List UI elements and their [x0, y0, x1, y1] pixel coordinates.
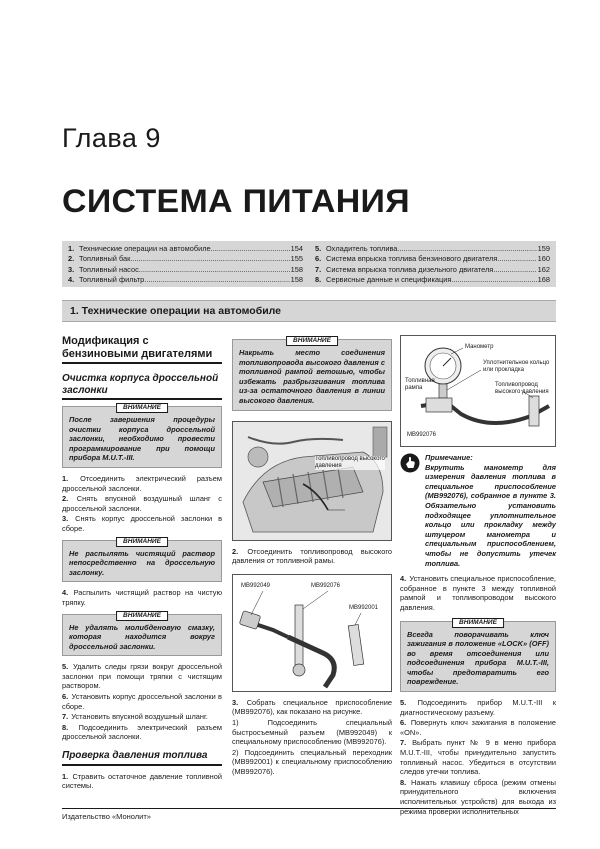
- column-2: [232, 335, 392, 778]
- chapter-title: СИСТЕМА ПИТАНИЯ: [62, 183, 410, 219]
- step: 6. Повернуть ключ зажигания в положение «ON».: [400, 718, 557, 737]
- column-3: [400, 335, 556, 817]
- step: 3. Снять корпус дроссельной заслонки в сборе.: [62, 514, 222, 533]
- publisher-footer: Издательство «Монолит»: [62, 808, 556, 821]
- sub-step: 2) Подсоединить специальный переходник (MB992001) к специальному приспособлению (MB992076).: [232, 747, 392, 776]
- warning-text: Всегда поворачивать ключ зажигания в положение «LOCK» (OFF) во время отсоединения или подсоединения прибора M.U.T.-III, чтобы предотвратить его повреждение.: [407, 629, 549, 687]
- toc-item[interactable]: 4. Топливный фильтр ..... 158: [68, 275, 303, 285]
- figure-label: Топливопровод высокого давления: [315, 455, 385, 469]
- toc-item[interactable]: 7. Система впрыска топлива дизельного двигателя ..... 162: [315, 265, 550, 275]
- warning-text: Накрыть место соединения топливопровода высокого давления с топливной рампой ветошью, чтобы избежать разбрызгивания топлива из-за остаточного давления в линии высокого давления.: [239, 348, 385, 405]
- column-1: [62, 335, 222, 792]
- toc-left-column: [68, 244, 309, 284]
- figure-label: MB992076: [407, 432, 437, 438]
- step: 2. Снять впускной воздушный шланг с дроссельной заслонки.: [62, 494, 222, 513]
- warning-tag: ВНИМАНИЕ: [116, 403, 168, 413]
- figure-label: Манометр: [465, 344, 494, 350]
- step: 7. Установить впускной воздушный шланг.: [62, 712, 208, 722]
- warning-box: [232, 339, 392, 411]
- special-tool-illustration-icon: [233, 575, 392, 692]
- figure-label: MB992001: [349, 604, 379, 611]
- step: 8. Нажать клавишу сброса (режим отмены принудительного включения исполнительных устройств) для выхода из режима проверки исполнительных: [400, 777, 556, 816]
- figure-label: Топливная рампа: [405, 378, 435, 391]
- note-block: [400, 453, 556, 568]
- warning-tag: ВНИМАНИЕ: [286, 336, 338, 346]
- step: 2. Отсоединить топливопровод высокого давления от топливной рамы.: [232, 546, 392, 566]
- figure-label: MB992076: [311, 582, 341, 589]
- figure-label: MB992049: [241, 582, 271, 589]
- engine-bay-figure: [232, 421, 392, 541]
- engine-illustration-icon: [233, 422, 392, 541]
- warning-text: Не распылять чистящий раствор непосредственно на дроссельную заслонку.: [69, 548, 215, 577]
- warning-text: Не удалять молибденовую смазку, которая находится вокруг дроссельной заслонки.: [69, 622, 215, 651]
- chapter-number: Глава 9: [62, 123, 161, 153]
- topic-heading: Проверка давления топлива: [62, 750, 222, 766]
- topic-heading: Очистка корпуса дроссельной заслонки: [62, 373, 222, 400]
- toc-item[interactable]: 3. Топливный насос ..... 158: [68, 265, 303, 275]
- subsection-heading: Модификация с бензиновыми двигателями: [62, 335, 222, 364]
- step: 1. Отсоединить электрический разъем дроссельной заслонки.: [62, 473, 222, 493]
- toc-item[interactable]: 2. Топливный бак ..... 155: [68, 254, 303, 264]
- warning-tag: ВНИМАНИЕ: [116, 611, 168, 621]
- step: 4. Установить специальное приспособление, собранное в пункте 3 между топливной рампой и топливопроводом высокого давления.: [400, 574, 556, 612]
- warning-box: [62, 406, 222, 468]
- step: 5. Подсоединить прибор M.U.T.-III к диагностическому разъему.: [400, 698, 556, 717]
- section-heading: 1. Технические операции на автомобиле: [62, 300, 556, 322]
- gauge-figure: [400, 335, 556, 447]
- toc-item[interactable]: 5. Охладитель топлива ..... 159: [315, 244, 550, 254]
- toc-item[interactable]: 1. Технические операции на автомобиле ..... 154: [68, 244, 303, 254]
- warning-box: [62, 537, 222, 583]
- step: 8. Подсоединить электрический разъем дроссельной заслонки.: [62, 722, 222, 742]
- toc-item[interactable]: 6. Система впрыска топлива бензинового двигателя ..... 160: [315, 254, 550, 264]
- tool-assembly-figure: [232, 574, 392, 692]
- warning-text: После завершения процедуры очистки корпуса дроссельной заслонки, необходимо провести программирование при помощи прибора M.U.T.-III.: [69, 415, 215, 463]
- warning-tag: ВНИМАНИЕ: [452, 618, 504, 628]
- step: 3. Собрать специальное приспособление (MB992076), как показано на рисунке.: [232, 697, 392, 717]
- note-text: Вкрутить манометр для измерения давления топлива в специальное приспособление (MB992076), собранное в пункте 3. Обязательно установить подходящее уплотнительное кольцо или прокладку между штуцером манометра и специальным приспособлением, чтобы не допустить утечек топлива.: [425, 462, 556, 568]
- step: 6. Установить корпус дроссельной заслонки в сборе.: [62, 692, 222, 711]
- step: 5. Удалить следы грязи вокруг дроссельной заслонки при помощи тряпки с чистящим раствором.: [62, 662, 222, 691]
- note-title: Примечание:: [425, 453, 473, 462]
- warning-tag: ВНИМАНИЕ: [116, 537, 168, 547]
- figure-label: Уплотнительное кольцо или прокладка: [483, 360, 550, 373]
- warning-box: [62, 611, 222, 657]
- toc-item[interactable]: 8. Сервисные данные и спецификация ..... 168: [315, 275, 550, 285]
- step: 4. Распылить чистящий раствор на чистую тряпку.: [62, 588, 222, 607]
- toc-right-column: [309, 244, 550, 284]
- step: 1. Стравить остаточное давление топливной системы.: [62, 771, 222, 791]
- sub-step: 1) Подсоединить специальный быстросъемный разъем (MB992049) к специальному приспособлению (MB992076).: [232, 717, 392, 747]
- figure-label: Топливопровод высокого давления: [495, 382, 549, 395]
- table-of-contents: [62, 241, 556, 287]
- hand-pointer-icon: [400, 453, 420, 473]
- step: 7. Выбрать пункт № 9 в меню прибора M.U.T.-III, чтобы принудительно запустить топливный насос. Убедиться в отсутствии следов утечки топлива.: [400, 738, 556, 777]
- warning-box: [400, 618, 556, 693]
